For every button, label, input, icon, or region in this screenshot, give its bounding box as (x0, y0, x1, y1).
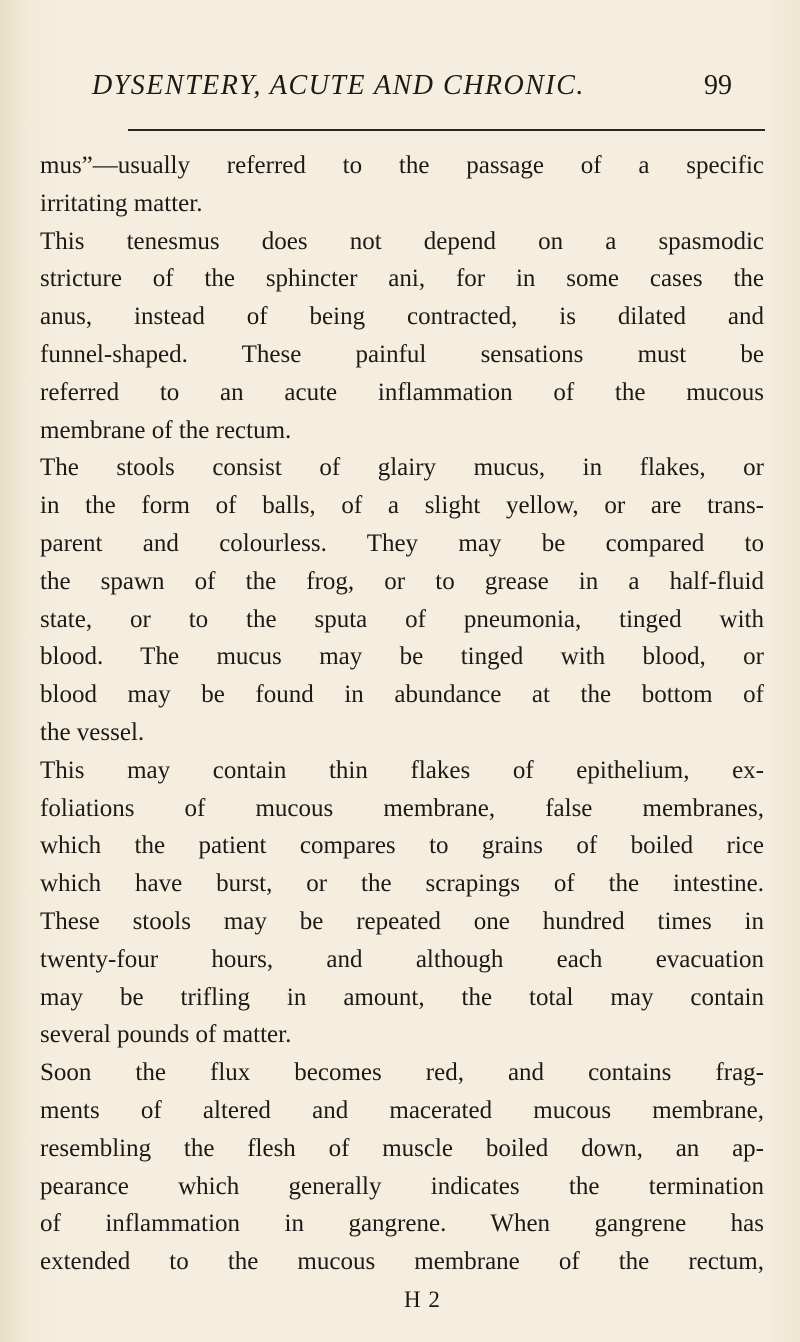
text-line: This may contain thin flakes of epithelium, ex- (40, 756, 764, 784)
text-line: several pounds of matter. (40, 1021, 292, 1049)
page-number: 99 (704, 70, 732, 101)
text-line: irritating matter. (40, 189, 203, 217)
text-line: resembling the flesh of muscle boiled down, an ap- (40, 1134, 764, 1162)
text-line: These stools may be repeated one hundred times in (40, 907, 764, 935)
text-line: foliations of mucous membrane, false membranes, (40, 794, 764, 822)
text-line: in the form of balls, of a slight yellow, or are trans- (40, 492, 764, 520)
page-header (92, 70, 732, 114)
text-line: blood. The mucus may be tinged with blood, or (40, 643, 764, 671)
text-line: Soon the flux becomes red, and contains frag- (40, 1059, 764, 1087)
text-line: stricture of the sphincter ani, for in some cases the (40, 265, 764, 293)
text-line: of inflammation in gangrene. When gangrene has (40, 1210, 764, 1238)
text-line: the spawn of the frog, or to grease in a half-fluid (40, 567, 764, 595)
text-line: extended to the mucous membrane of the rectum, (40, 1248, 764, 1276)
text-line: state, or to the sputa of pneumonia, tinged with (40, 605, 764, 633)
text-line: referred to an acute inflammation of the mucous (40, 378, 764, 406)
text-line: the vessel. (40, 718, 145, 746)
text-line: The stools consist of glairy mucus, in flakes, or (40, 454, 764, 482)
running-head: DYSENTERY, ACUTE AND CHRONIC. (92, 70, 585, 101)
header-rule (128, 129, 765, 131)
text-line: which the patient compares to grains of boiled rice (40, 832, 764, 860)
text-line: ments of altered and macerated mucous membrane, (40, 1096, 764, 1124)
text-line: mus”—usually referred to the passage of a specific (40, 152, 764, 179)
text-line: pearance which generally indicates the termination (40, 1172, 764, 1200)
text-line: anus, instead of being contracted, is dilated and (40, 303, 764, 331)
signature-mark: H 2 (404, 1287, 441, 1312)
body-text (40, 147, 764, 1281)
text-line: blood may be found in abundance at the bottom of (40, 681, 764, 709)
text-line: funnel-shaped. These painful sensations must be (40, 340, 764, 368)
text-line: twenty-four hours, and although each evacuation (40, 945, 764, 973)
text-line: membrane of the rectum. (40, 416, 292, 444)
text-line: which have burst, or the scrapings of the intestine. (40, 870, 764, 898)
text-line: may be trifling in amount, the total may contain (40, 983, 764, 1011)
text-line: parent and colourless. They may be compared to (40, 529, 764, 557)
text-line: This tenesmus does not depend on a spasmodic (40, 227, 764, 255)
